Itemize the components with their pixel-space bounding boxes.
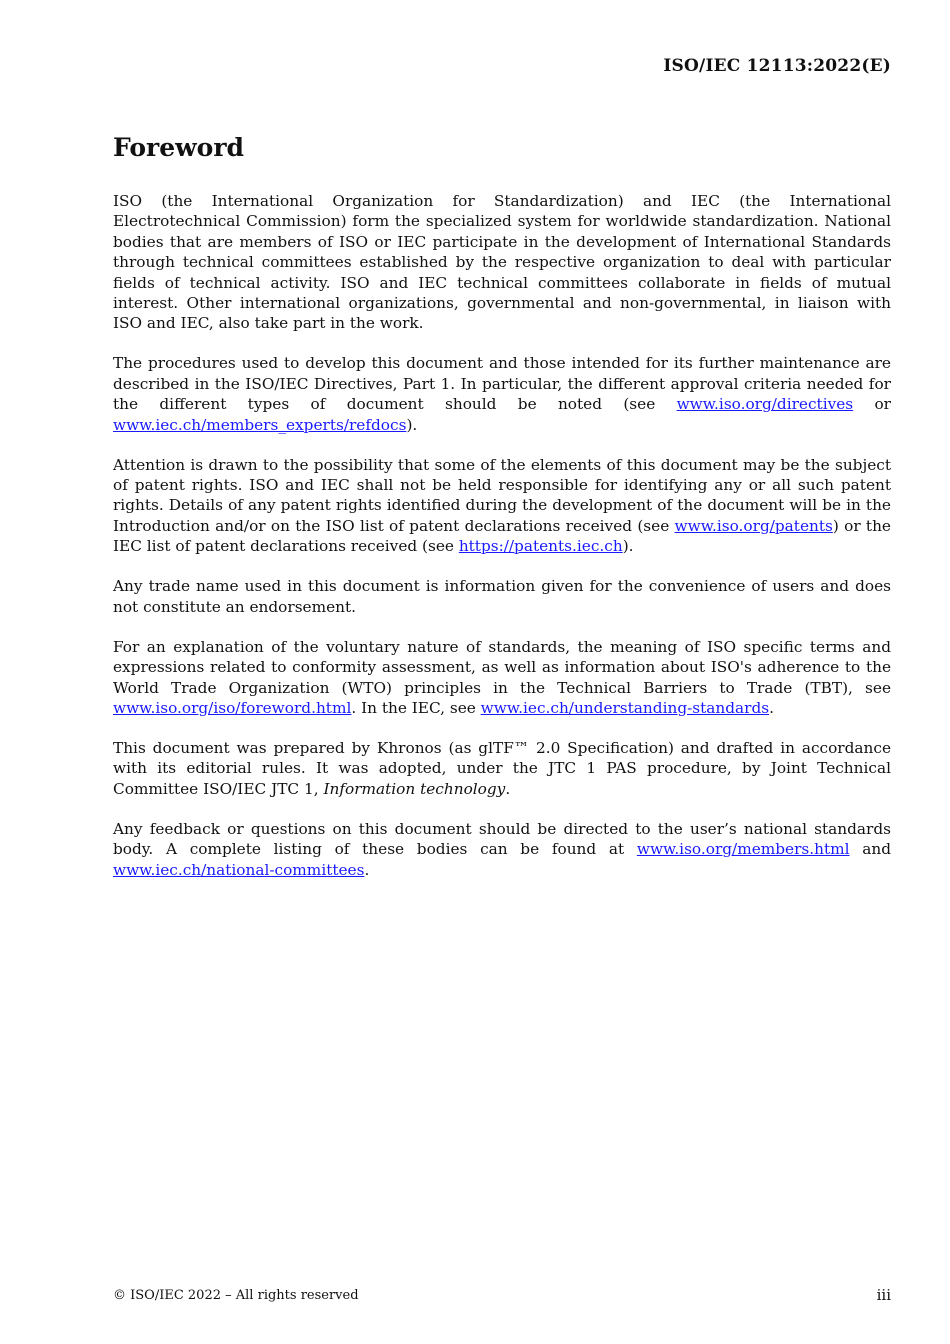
paragraph-text: ). bbox=[406, 415, 418, 434]
paragraph-text: This document was prepared by Khronos (as glTF™ 2.0 Specification) and drafted in accordance with its editorial rules. It was adopted, under the JTC 1 PAS procedure, by Joint Technical Committee ISO/IEC JTC 1, bbox=[113, 738, 891, 798]
iso-directives-link[interactable]: www.iso.org/directives bbox=[676, 395, 854, 414]
paragraph-text: . bbox=[505, 779, 511, 798]
iso-patents-link[interactable]: www.iso.org/patents bbox=[674, 516, 833, 535]
paragraph-text: For an explanation of the voluntary nature of standards, the meaning of ISO specific terms and expressions related to conformity assessment, as well as information about ISO's adherence to the World Trade Organization (WTO) principles in the Technical Barriers to Trade (TBT), see bbox=[113, 637, 891, 697]
paragraph-trade-name bbox=[113, 576, 891, 617]
iso-members-link[interactable]: www.iso.org/members.html bbox=[636, 840, 850, 859]
page-number: iii bbox=[876, 1286, 891, 1304]
paragraph-patents bbox=[113, 455, 891, 557]
paragraph-voluntary-nature bbox=[113, 637, 891, 719]
iec-patents-link[interactable]: https://patents.iec.ch bbox=[458, 537, 623, 556]
paragraph-procedures bbox=[113, 353, 891, 435]
paragraph-text: ) or the IEC list of patent declarations received (see bbox=[113, 516, 891, 556]
paragraph-text: ISO (the International Organization for Standardization) and IEC (the International Electrotechnical Commission) form the specialized system for worldwide standardization. National bodies that are members of ISO or IEC participate in the development of International Standards through technical committees established by the respective organization to deal with particular fields of technical activity. ISO and IEC technical committees collaborate in fields of mutual interest. Other international organizations, governmental and non-governmental, in liaison with ISO and IEC, also take part in the work. bbox=[113, 192, 891, 333]
paragraph-text: or bbox=[853, 395, 891, 414]
iso-foreword-link[interactable]: www.iso.org/iso/foreword.html bbox=[113, 698, 352, 717]
paragraph-text: . bbox=[364, 860, 370, 879]
iec-refdocs-link[interactable]: www.iec.ch/members_experts/refdocs bbox=[113, 415, 407, 434]
copyright-notice: © ISO/IEC 2022 – All rights reserved bbox=[113, 1288, 359, 1303]
paragraph-text: and bbox=[849, 840, 891, 859]
paragraph-text: Any trade name used in this document is information given for the convenience of users and does not constitute an endorsement. bbox=[113, 577, 891, 616]
paragraph-text: Attention is drawn to the possibility that some of the elements of this document may be the subject of patent rights. ISO and IEC shall not be held responsible for identifying any or all such patent rights. Details of any patent rights identified during the development of the document will be in the Introduction and/or on the ISO list of patent declarations received (see bbox=[113, 455, 891, 535]
paragraph-text: The procedures used to develop this document and those intended for its further maintenance are described in the ISO/IEC Directives, Part 1. In particular, the different approval criteria needed for the different types of document should be noted (see bbox=[113, 354, 891, 414]
paragraph-text: Any feedback or questions on this document should be directed to the user’s national standards body. A complete listing of these bodies can be found at bbox=[113, 819, 891, 859]
page-title: Foreword bbox=[113, 133, 244, 162]
paragraph-organizations bbox=[113, 191, 891, 334]
paragraph-text: . In the IEC, see bbox=[351, 698, 481, 717]
paragraph-text: . bbox=[769, 698, 774, 717]
paragraph-feedback bbox=[113, 819, 891, 880]
paragraph-prepared-by bbox=[113, 738, 891, 799]
iec-national-committees-link[interactable]: www.iec.ch/national-committees bbox=[113, 860, 365, 879]
iec-understanding-standards-link[interactable]: www.iec.ch/understanding-standards bbox=[480, 698, 770, 717]
paragraph-text: ). bbox=[622, 537, 634, 556]
document-identifier: ISO/IEC 12113:2022(E) bbox=[663, 56, 891, 76]
committee-title: Information technology bbox=[323, 779, 506, 798]
foreword-body bbox=[113, 191, 891, 900]
